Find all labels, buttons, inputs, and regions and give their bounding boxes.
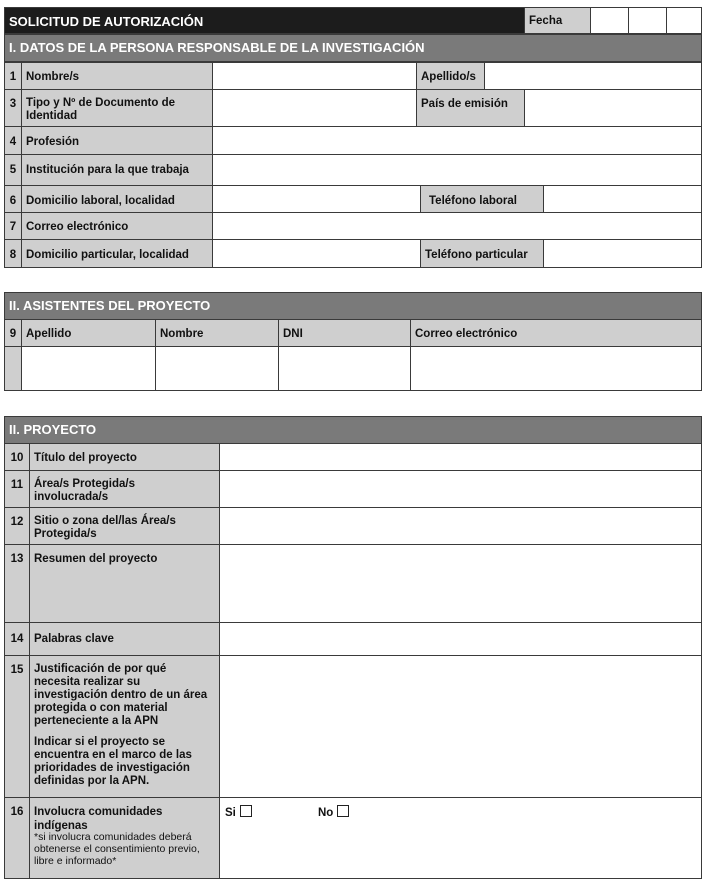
row-number xyxy=(4,507,30,545)
domicilio-laboral-label xyxy=(21,185,213,213)
institucion-label-text: Institución para la que trabaja xyxy=(26,164,189,176)
fecha-label-text: Fecha xyxy=(529,15,563,27)
row-number xyxy=(4,544,30,623)
domicilio-laboral-label-text: Domicilio laboral, localidad xyxy=(26,195,175,207)
col-dni xyxy=(278,319,411,347)
comunidades-label-text: Involucra comunidades indígenas xyxy=(34,806,163,832)
sitio-label-text: Sitio o zona del/las Área/s Protegida/s xyxy=(34,515,176,540)
apellido-label-text: Apellido/s xyxy=(421,71,476,83)
row-number xyxy=(4,62,22,90)
row-number xyxy=(4,89,22,127)
justificacion-label-text: Justificación de por qué necesita realizar su investigación dentro de un área protegida o con material perteneciente a la APN xyxy=(34,663,208,727)
palabras-clave-label-text: Palabras clave xyxy=(34,633,114,645)
fecha-month-field[interactable] xyxy=(628,7,667,34)
pais-emision-label-text: País de emisión xyxy=(421,98,508,110)
col-apellido xyxy=(21,319,156,347)
col-correo-text: Correo electrónico xyxy=(415,328,518,340)
row-number-text: 15 xyxy=(10,664,24,676)
section3-title xyxy=(4,416,702,444)
palabras-clave-label xyxy=(29,622,220,656)
domicilio-laboral-field[interactable] xyxy=(212,185,421,213)
row-number-text: 6 xyxy=(9,195,17,207)
resumen-label-text: Resumen del proyecto xyxy=(34,553,158,565)
row-number-text: 5 xyxy=(9,164,17,176)
pais-emision-label xyxy=(416,89,525,127)
asistente-dni-field[interactable] xyxy=(278,346,411,391)
row-number xyxy=(4,443,30,471)
row-number-text: 13 xyxy=(10,553,24,565)
form-title xyxy=(4,7,525,34)
asistente-apellido-field[interactable] xyxy=(21,346,156,391)
profesion-field[interactable] xyxy=(212,126,702,155)
row-number-blank xyxy=(4,346,22,391)
correo-label xyxy=(21,212,213,240)
nombre-field[interactable] xyxy=(212,62,417,90)
titulo-label xyxy=(29,443,220,471)
telefono-particular-label-text: Teléfono particular xyxy=(425,249,528,261)
section3-title-text: II. PROYECTO xyxy=(9,422,97,437)
profesion-label-text: Profesión xyxy=(26,136,80,148)
row-number xyxy=(4,470,30,508)
option-si-label: Si xyxy=(225,807,236,819)
resumen-field[interactable] xyxy=(219,544,702,623)
documento-label-text: Tipo y Nº de Documento de Identidad xyxy=(26,97,176,122)
row-number xyxy=(4,126,22,155)
col-correo xyxy=(410,319,702,347)
row-number xyxy=(4,185,22,213)
justificacion-label xyxy=(29,655,220,798)
comunidades-note: *si involucra comunidades deberá obtenerse el consentimiento previo, libre e informado* xyxy=(34,831,200,867)
domicilio-particular-label xyxy=(21,239,213,268)
col-apellido-text: Apellido xyxy=(26,328,72,340)
titulo-field[interactable] xyxy=(219,443,702,471)
row-number-text: 10 xyxy=(10,452,24,464)
option-no[interactable] xyxy=(318,805,349,819)
nombre-label xyxy=(21,62,213,90)
asistente-correo-field[interactable] xyxy=(410,346,702,391)
section1-title-text: I. DATOS DE LA PERSONA RESPONSABLE DE LA INVESTIGACIÓN xyxy=(9,40,425,55)
comunidades-field xyxy=(219,797,702,879)
apellido-label xyxy=(416,62,485,90)
row-number xyxy=(4,319,22,347)
apellido-field[interactable] xyxy=(484,62,702,90)
sitio-label xyxy=(29,507,220,545)
row-number-text: 9 xyxy=(9,328,17,340)
domicilio-particular-field[interactable] xyxy=(212,239,421,268)
row-number-text: 4 xyxy=(9,136,17,148)
nombre-label-text: Nombre/s xyxy=(26,71,80,83)
row-number-text: 3 xyxy=(9,98,17,110)
row-number-text: 11 xyxy=(10,479,24,491)
telefono-laboral-label xyxy=(420,185,544,213)
correo-field[interactable] xyxy=(212,212,702,240)
option-no-label: No xyxy=(318,807,334,819)
telefono-particular-label xyxy=(420,239,544,268)
justificacion-field[interactable] xyxy=(219,655,702,798)
row-number xyxy=(4,622,30,656)
titulo-label-text: Título del proyecto xyxy=(34,452,137,464)
telefono-laboral-label-text: Teléfono laboral xyxy=(429,195,517,207)
no-checkbox[interactable] xyxy=(337,805,349,817)
row-number-text: 1 xyxy=(9,71,17,83)
asistente-nombre-field[interactable] xyxy=(155,346,279,391)
row-number-text: 7 xyxy=(9,221,17,233)
section2-title xyxy=(4,292,702,320)
palabras-clave-field[interactable] xyxy=(219,622,702,656)
sitio-field[interactable] xyxy=(219,507,702,545)
row-number xyxy=(4,154,22,186)
col-nombre-text: Nombre xyxy=(160,328,204,340)
row-number xyxy=(4,797,30,879)
row-number-text: 16 xyxy=(10,806,24,818)
areas-label xyxy=(29,470,220,508)
areas-field[interactable] xyxy=(219,470,702,508)
fecha-label xyxy=(524,7,591,34)
documento-field[interactable] xyxy=(212,89,417,127)
section1-title xyxy=(4,34,702,62)
areas-label-text: Área/s Protegida/s involucrada/s xyxy=(34,478,135,503)
institucion-field[interactable] xyxy=(212,154,702,186)
si-checkbox[interactable] xyxy=(240,805,252,817)
row-number-text: 14 xyxy=(10,633,24,645)
comunidades-label xyxy=(29,797,220,879)
correo-label-text: Correo electrónico xyxy=(26,221,129,233)
fecha-year-field[interactable] xyxy=(666,7,702,34)
row-number-text: 8 xyxy=(9,249,17,261)
domicilio-particular-label-text: Domicilio particular, localidad xyxy=(26,249,189,261)
row-number xyxy=(4,655,30,798)
fecha-day-field[interactable] xyxy=(590,7,629,34)
telefono-laboral-field[interactable] xyxy=(543,185,702,213)
telefono-particular-field[interactable] xyxy=(543,239,702,268)
pais-emision-field[interactable] xyxy=(524,89,702,127)
row-number xyxy=(4,239,22,268)
prioridades-label-text: Indicar si el proyecto se encuentra en el marco de las prioridades de investigación definidas por la APN. xyxy=(34,736,192,787)
documento-label xyxy=(21,89,213,127)
col-nombre xyxy=(155,319,279,347)
form-title-text: SOLICITUD DE AUTORIZACIÓN xyxy=(9,14,204,29)
institucion-label xyxy=(21,154,213,186)
section2-title-text: II. ASISTENTES DEL PROYECTO xyxy=(9,298,211,313)
row-number xyxy=(4,212,22,240)
option-si[interactable] xyxy=(225,805,252,819)
row-number-text: 12 xyxy=(10,516,24,528)
col-dni-text: DNI xyxy=(283,328,303,340)
profesion-label xyxy=(21,126,213,155)
resumen-label xyxy=(29,544,220,623)
